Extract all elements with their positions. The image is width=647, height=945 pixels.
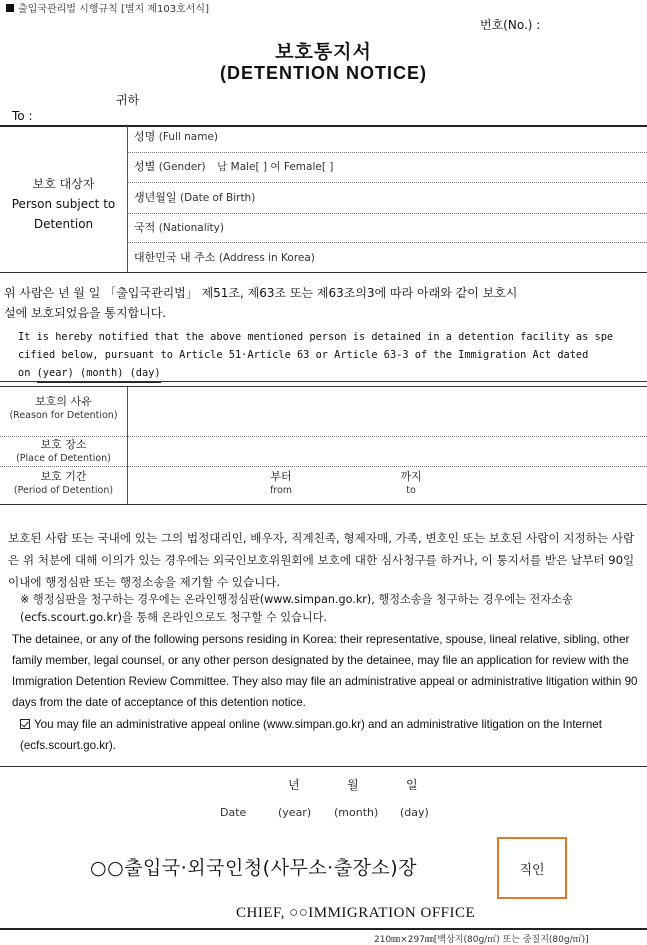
table-divider — [127, 126, 128, 272]
date-year-en[interactable]: (year) — [278, 806, 312, 819]
divider — [0, 766, 647, 767]
recipient-honorific: 귀하 — [116, 93, 140, 107]
gender-options[interactable]: 남 Male[ ] 여 Female[ ] — [217, 161, 334, 173]
notification-ko: 위 사람은 년 월 일 「출입국관리법」 제51조, 제63조 또는 제63조의3에 따라 아래와 같이 보호시 설에 보호되었음을 통지합니다. — [4, 286, 518, 320]
divider — [0, 504, 647, 505]
rights-note-ko: ※ 행정심판을 청구하는 경우에는 온라인행정심판(www.simpan.go.kr), 행정소송을 청구하는 경우에는 전자소송(ecfs.scourt.go.kr)을 통해 온라인으로도 청구할 수 있습니다. — [20, 593, 573, 624]
divider — [0, 386, 647, 387]
row-divider — [127, 182, 647, 183]
place-label: 보호 장소 (Place of Detention) — [16, 438, 111, 464]
reason-label: 보호의 사유 (Reason for Detention) — [9, 395, 118, 421]
office-name-ko: ○○출입국·외국인청(사무소·출장소)장 — [90, 857, 418, 879]
period-from[interactable]: 부터 from — [269, 470, 293, 496]
rights-note-en: You may file an administrative appeal online (www.simpan.go.kr) and an administrative litigation on the Internet (ecfs.scourt.go.kr). — [20, 718, 602, 752]
divider — [0, 928, 647, 930]
date-blank[interactable]: (year) (month) (day) — [37, 364, 161, 383]
field-address[interactable]: 대한민국 내 주소 (Address in Korea) — [134, 251, 315, 264]
date-day-ko: 일 — [406, 778, 418, 792]
place-field[interactable] — [128, 437, 647, 466]
square-bullet-icon — [6, 4, 14, 12]
period-to[interactable]: 까지 to — [400, 470, 422, 496]
form-label: 출입국관리법 시행규칙 [별지 제103호서식] — [6, 0, 209, 15]
number-label: 번호(No.) : — [480, 18, 541, 32]
period-label: 보호 기간 (Period of Detention) — [13, 470, 114, 496]
divider — [0, 125, 647, 127]
row-divider — [127, 242, 647, 243]
checkbox-icon — [20, 719, 30, 729]
rights-notice-ko: 보호된 사람 또는 국내에 있는 그의 법정대리인, 배우자, 직계친족, 형제자매, 가족, 변호인 또는 보호된 사람이 지정하는 사람은 위 처분에 대해 이의가 있는 경우에는 외국인보호위원회에 보호에 대한 심사청구를 하거나, 이 통지서를 받은 날부터 90일 이내에 행정심판 또는 행정소송을 제기할 수 있습니다. — [8, 531, 635, 589]
field-date-of-birth[interactable]: 생년월일 (Date of Birth) — [134, 191, 256, 204]
field-full-name[interactable]: 성명 (Full name) — [134, 130, 219, 143]
row-divider — [127, 152, 647, 153]
date-year-ko: 년 — [288, 778, 300, 792]
field-nationality[interactable]: 국적 (Nationality) — [134, 221, 224, 234]
office-name-en: CHIEF, ○○IMMIGRATION OFFICE — [236, 905, 476, 921]
page-title: 보호통지서 — [275, 41, 372, 63]
paper-spec: 210㎜×297㎜[백상지(80g/㎡) 또는 중질지(80g/㎡)] — [374, 935, 589, 945]
reason-field[interactable] — [128, 388, 647, 436]
seal-label: 직인 — [519, 863, 545, 878]
date-day-en[interactable]: (day) — [400, 806, 429, 819]
rights-notice-en: The detainee, or any of the following persons residing in Korea: their representative, spouse, lineal relative, sibling, other family member, legal counsel, or any other person designated by the detainee, may file an application for review with the Immigration Detention Review Committee. They also may file an administrative appeal or administrative litigation within 90 days from the date of acceptance of this detention notice. — [12, 633, 638, 709]
date-month-en[interactable]: (month) — [334, 806, 379, 819]
divider — [0, 272, 647, 273]
to-label: To : — [12, 109, 33, 123]
date-label-en: Date — [220, 806, 247, 819]
divider — [0, 381, 647, 382]
page-title-en: (DETENTION NOTICE) — [220, 63, 427, 83]
subject-label: 보호 대상자 Person subject to Detention — [11, 177, 116, 231]
field-gender[interactable]: 성별 (Gender) 남 Male[ ] 여 Female[ ] — [134, 160, 334, 173]
row-divider — [127, 213, 647, 214]
notification-en: It is hereby notified that the above mentioned person is detained in a detention facility as spe cified below, pursuant to Article 51·Article 63 or Article 63-3 of the Immigration Act dated on (year) (month) (day) — [18, 328, 642, 383]
date-month-ko: 월 — [347, 778, 359, 792]
row-divider — [0, 466, 647, 467]
